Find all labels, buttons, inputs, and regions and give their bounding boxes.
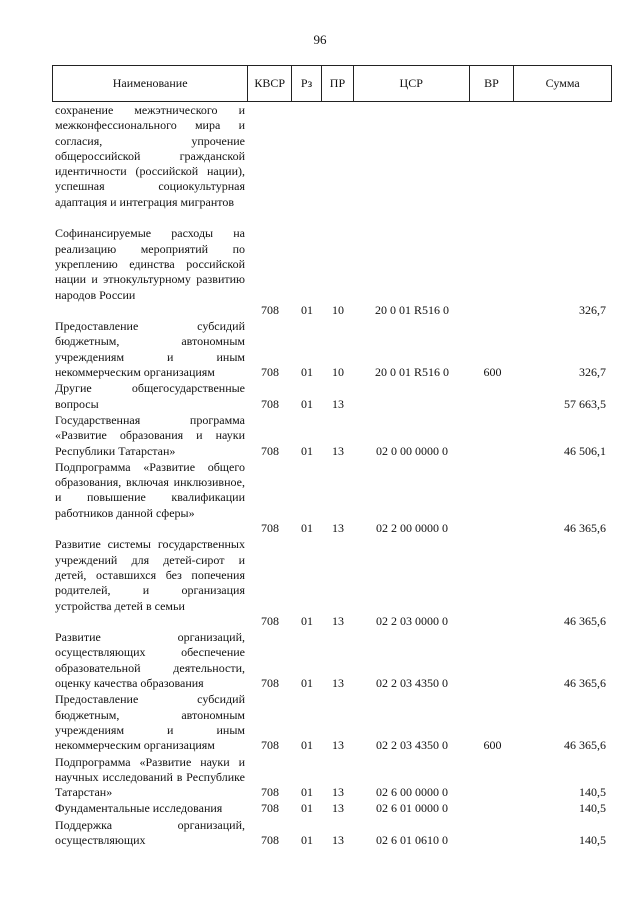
row-vr bbox=[470, 103, 515, 225]
row-csr: 02 2 03 4350 0 bbox=[376, 738, 448, 753]
row-rz: 01 bbox=[301, 676, 313, 691]
row-pr: 13 bbox=[332, 676, 344, 691]
row-kvsr: 708 bbox=[261, 833, 279, 848]
row-sum: 46 365,6 bbox=[564, 521, 606, 536]
row-rz bbox=[292, 103, 322, 225]
row-kvsr: 708 bbox=[261, 521, 279, 536]
header-name: Наименование bbox=[53, 66, 248, 101]
row-pr: 13 bbox=[332, 738, 344, 753]
row-name: Предоставление субсидий бюджетным, автономным учреждениям и иным некоммерческим организациям bbox=[55, 319, 245, 380]
row-csr bbox=[354, 381, 470, 412]
row-csr: 02 2 03 0000 0 bbox=[376, 613, 448, 628]
row-rz: 01 bbox=[301, 521, 313, 536]
row-pr: 10 bbox=[332, 365, 344, 380]
row-csr bbox=[354, 103, 470, 225]
table-row bbox=[52, 818, 612, 849]
row-csr: 02 2 03 4350 0 bbox=[376, 676, 448, 691]
table-row bbox=[52, 319, 612, 380]
table-row bbox=[52, 460, 612, 537]
row-sum: 140,5 bbox=[579, 833, 606, 848]
row-sum: 46 506,1 bbox=[564, 443, 606, 458]
row-rz: 01 bbox=[301, 785, 313, 800]
row-name: Поддержка организаций, осуществляющих bbox=[55, 817, 245, 848]
row-kvsr: 708 bbox=[261, 613, 279, 628]
row-vr bbox=[470, 755, 515, 801]
row-kvsr: 708 bbox=[261, 785, 279, 800]
row-name: Софинансируемые расходы на реализацию мероприятий по укреплению единства российской нации и этнокультурному развитию народов России bbox=[55, 226, 245, 302]
row-vr bbox=[470, 226, 515, 318]
budget-table-body bbox=[52, 103, 612, 848]
row-name: Развитие организаций, осуществляющих обеспечение образовательной деятельности, оценку качества образования bbox=[55, 630, 245, 691]
row-rz: 01 bbox=[301, 443, 313, 458]
table-row bbox=[52, 692, 612, 753]
row-rz: 01 bbox=[301, 365, 313, 380]
row-kvsr: 708 bbox=[261, 302, 279, 317]
table-row bbox=[52, 226, 612, 318]
row-kvsr bbox=[248, 103, 292, 225]
row-pr: 13 bbox=[332, 785, 344, 800]
row-sum: 57 663,5 bbox=[564, 396, 606, 411]
page-number: 96 bbox=[313, 32, 327, 47]
row-csr: 02 6 01 0610 0 bbox=[376, 833, 448, 848]
row-pr: 13 bbox=[332, 521, 344, 536]
table-header bbox=[52, 65, 612, 102]
header-pr: ПР bbox=[322, 66, 354, 101]
row-pr: 13 bbox=[332, 833, 344, 848]
row-name: Фундаментальные исследования bbox=[55, 801, 223, 816]
row-vr bbox=[470, 460, 515, 537]
row-sum: 140,5 bbox=[579, 785, 606, 800]
table-row bbox=[52, 413, 612, 459]
row-sum: 46 365,6 bbox=[564, 676, 606, 691]
row-pr: 10 bbox=[332, 302, 344, 317]
row-rz: 01 bbox=[301, 302, 313, 317]
row-pr: 13 bbox=[332, 613, 344, 628]
row-pr bbox=[322, 103, 354, 225]
row-name: сохранение межэтнического и межконфессионального мира и согласия, упрочение общероссийской гражданской идентичности (российской нации), успешная социокультурная адаптация и интеграция мигрантов bbox=[55, 103, 245, 209]
row-name: Подпрограмма «Развитие общего образования, включая инклюзивное, и повышение квалификации работников данной сферы» bbox=[55, 459, 245, 520]
row-name: Государственная программа «Развитие образования и науки Республики Татарстан» bbox=[55, 412, 245, 458]
row-name: Другие общегосударственные вопросы bbox=[55, 381, 245, 411]
row-csr: 02 6 00 0000 0 bbox=[376, 785, 448, 800]
row-kvsr: 708 bbox=[261, 443, 279, 458]
row-kvsr: 708 bbox=[261, 801, 279, 816]
row-rz: 01 bbox=[301, 801, 313, 816]
row-vr: 600 bbox=[483, 365, 502, 380]
row-csr: 20 0 01 R516 0 bbox=[374, 365, 449, 380]
table-row bbox=[52, 630, 612, 691]
row-pr: 13 bbox=[332, 801, 344, 816]
row-vr bbox=[470, 381, 515, 412]
row-kvsr: 708 bbox=[261, 676, 279, 691]
row-rz: 01 bbox=[301, 396, 313, 411]
row-pr: 13 bbox=[332, 396, 344, 411]
header-rz: Рз bbox=[292, 66, 322, 101]
row-rz: 01 bbox=[301, 833, 313, 848]
row-vr bbox=[470, 537, 515, 629]
row-csr: 02 2 00 0000 0 bbox=[376, 521, 448, 536]
row-vr bbox=[470, 818, 515, 849]
row-sum bbox=[515, 103, 612, 225]
row-rz: 01 bbox=[301, 613, 313, 628]
table-row bbox=[52, 801, 612, 816]
row-sum: 46 365,6 bbox=[564, 613, 606, 628]
row-vr: 600 bbox=[483, 738, 502, 753]
row-kvsr: 708 bbox=[261, 738, 279, 753]
row-sum: 46 365,6 bbox=[564, 738, 606, 753]
table-row bbox=[52, 755, 612, 801]
table-row bbox=[52, 103, 612, 225]
row-sum: 326,7 bbox=[579, 302, 606, 317]
row-name: Подпрограмма «Развитие науки и научных исследований в Республике Татарстан» bbox=[55, 754, 245, 800]
row-rz: 01 bbox=[301, 738, 313, 753]
row-sum: 140,5 bbox=[579, 801, 606, 816]
table-row bbox=[52, 537, 612, 629]
header-vr: ВР bbox=[470, 66, 515, 101]
header-csr: ЦСР bbox=[354, 66, 470, 101]
row-kvsr: 708 bbox=[261, 396, 279, 411]
table-row bbox=[52, 381, 612, 412]
row-name: Развитие системы государственных учреждений для детей-сирот и детей, оставшихся без попечения родителей, и организация устройства детей в семьи bbox=[55, 537, 245, 613]
row-pr: 13 bbox=[332, 443, 344, 458]
row-kvsr: 708 bbox=[261, 365, 279, 380]
row-sum: 326,7 bbox=[579, 365, 606, 380]
row-vr bbox=[470, 413, 515, 459]
row-csr: 02 0 00 0000 0 bbox=[376, 443, 448, 458]
header-kvsr: КВСР bbox=[248, 66, 292, 101]
row-name: Предоставление субсидий бюджетным, автономным учреждениям и иным некоммерческим организациям bbox=[55, 692, 245, 753]
row-vr bbox=[470, 801, 515, 816]
row-csr: 20 0 01 R516 0 bbox=[374, 302, 449, 317]
row-vr bbox=[470, 630, 515, 691]
header-sum: Сумма bbox=[545, 76, 580, 90]
row-csr: 02 6 01 0000 0 bbox=[376, 801, 448, 816]
